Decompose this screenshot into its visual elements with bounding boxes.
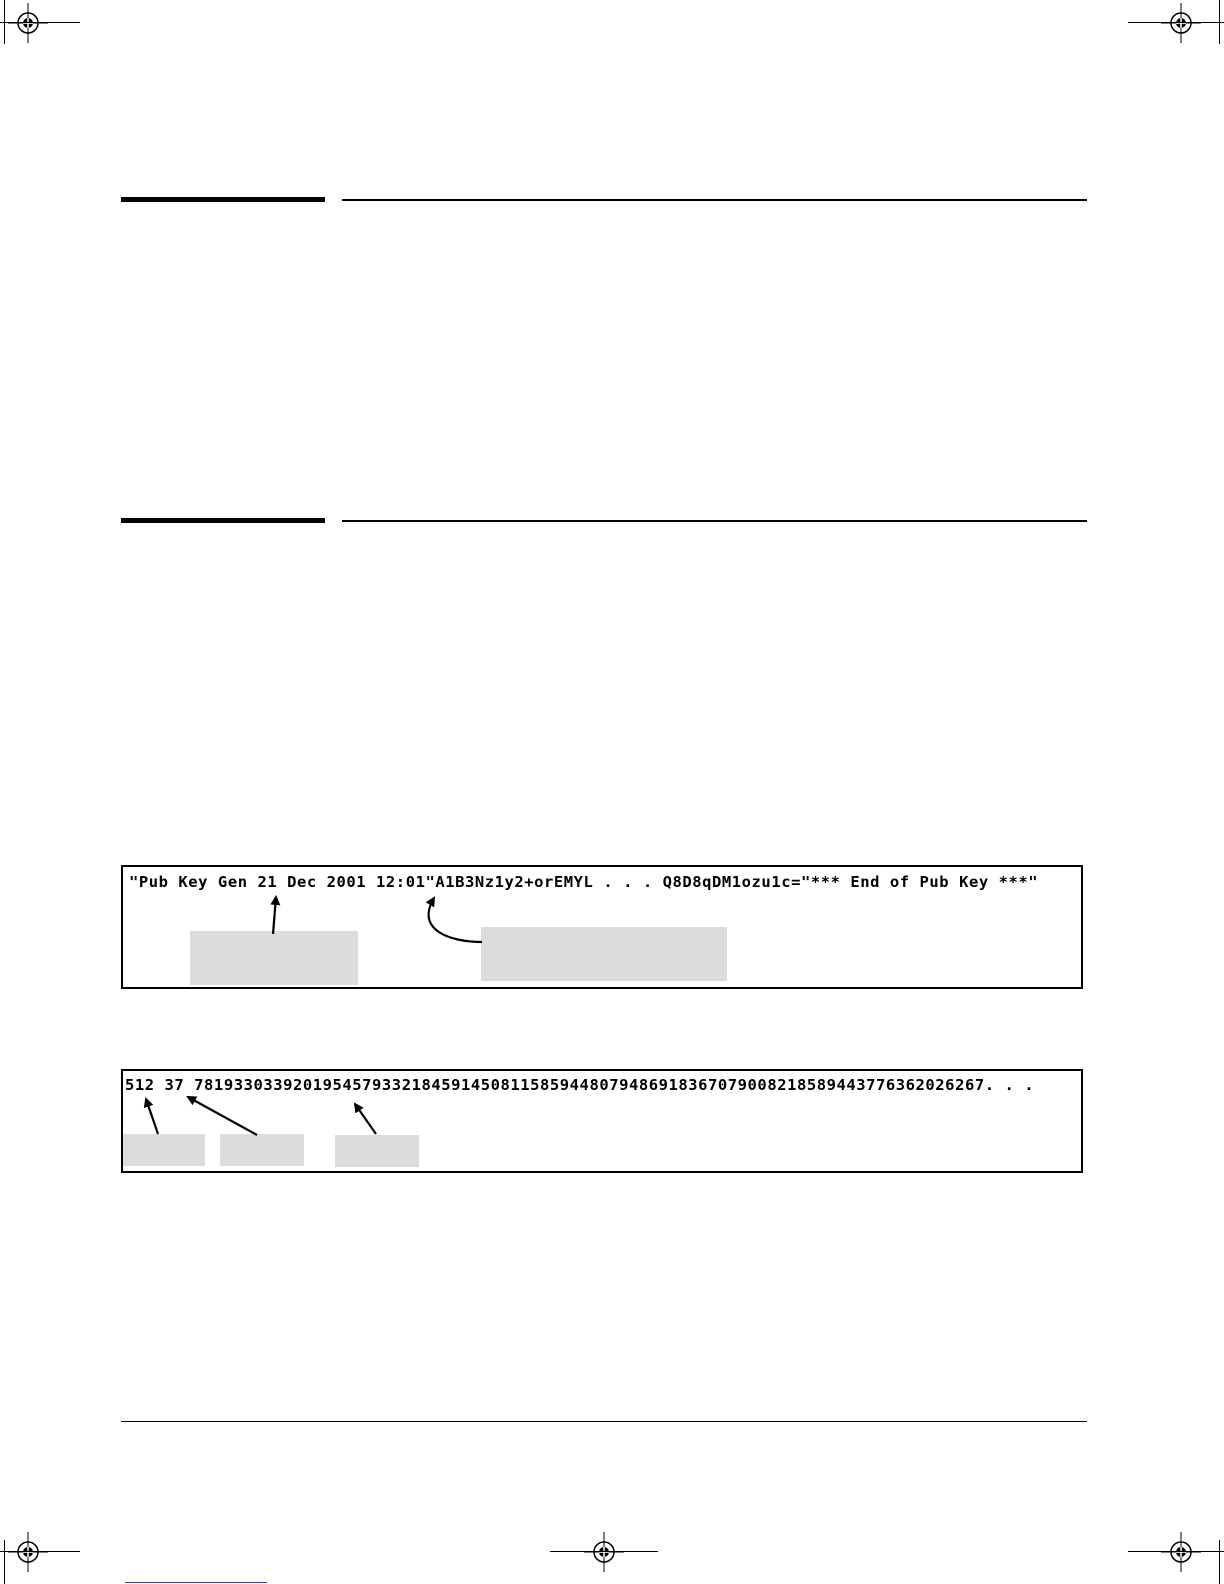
arrow [429,898,482,942]
arrow [146,1099,158,1134]
pub-key-text: "Pub Key Gen 21 Dec 2001 12:01"A1B3Nz1y2+orEMYL . . . Q8D8qDM1ozu1c="*** End of Pub Key ***" [129,873,1039,891]
arrow [355,1104,376,1134]
footer-link-underline [125,1582,267,1583]
key-values-text: 512 37 78193303392019545793321845914508115859448079486918367079008218589443776362026267. . . [125,1076,1035,1094]
arrow [273,897,276,934]
footer-rule [121,1421,1087,1422]
arrow [188,1097,257,1135]
